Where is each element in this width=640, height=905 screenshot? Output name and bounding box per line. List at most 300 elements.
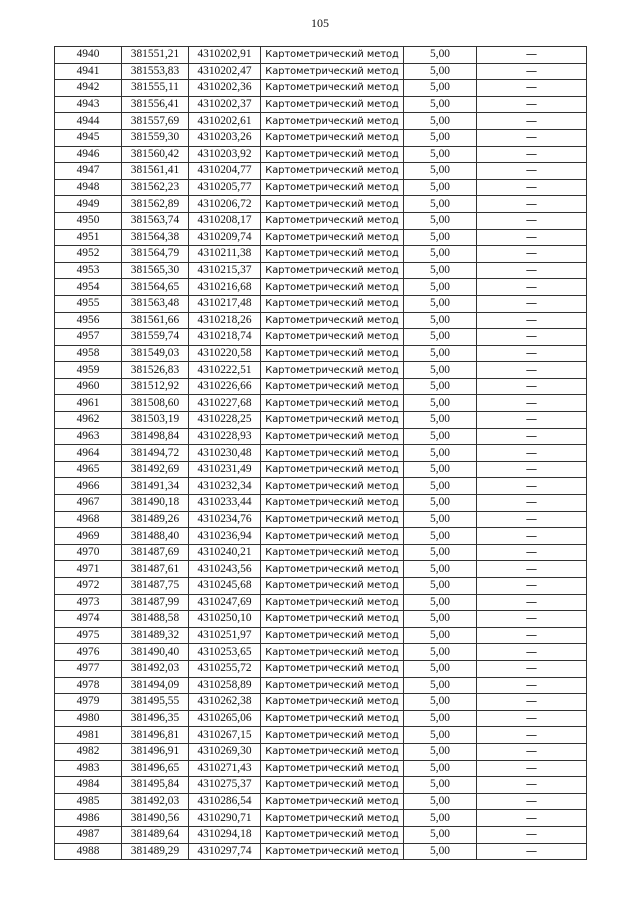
point-number-cell: 4966: [55, 478, 122, 495]
description-cell: —: [477, 428, 587, 445]
table-row: [55, 262, 587, 279]
x-coordinate-cell: 381559,74: [122, 329, 189, 346]
y-coordinate-cell: 4310202,47: [189, 63, 261, 80]
y-coordinate-cell: 4310290,71: [189, 810, 261, 827]
x-coordinate-cell: 381496,35: [122, 710, 189, 727]
method-cell: Картометрический метод: [261, 578, 404, 595]
point-number-cell: 4970: [55, 544, 122, 561]
table-row: [55, 96, 587, 113]
description-cell: —: [477, 96, 587, 113]
description-cell: —: [477, 461, 587, 478]
point-number-cell: 4956: [55, 312, 122, 329]
accuracy-cell: 5,00: [404, 80, 477, 97]
y-coordinate-cell: 4310258,89: [189, 677, 261, 694]
point-number-cell: 4984: [55, 777, 122, 794]
method-cell: Картометрический метод: [261, 163, 404, 180]
accuracy-cell: 5,00: [404, 694, 477, 711]
x-coordinate-cell: 381553,83: [122, 63, 189, 80]
accuracy-cell: 5,00: [404, 445, 477, 462]
table-row: [55, 694, 587, 711]
y-coordinate-cell: 4310294,18: [189, 826, 261, 843]
accuracy-cell: 5,00: [404, 412, 477, 429]
y-coordinate-cell: 4310267,15: [189, 727, 261, 744]
point-number-cell: 4975: [55, 627, 122, 644]
table-row: [55, 312, 587, 329]
description-cell: —: [477, 113, 587, 130]
x-coordinate-cell: 381489,32: [122, 627, 189, 644]
table-row: [55, 677, 587, 694]
accuracy-cell: 5,00: [404, 96, 477, 113]
table-row: [55, 777, 587, 794]
description-cell: —: [477, 544, 587, 561]
y-coordinate-cell: 4310218,26: [189, 312, 261, 329]
description-cell: —: [477, 163, 587, 180]
x-coordinate-cell: 381492,69: [122, 461, 189, 478]
point-number-cell: 4958: [55, 345, 122, 362]
description-cell: —: [477, 660, 587, 677]
method-cell: Картометрический метод: [261, 727, 404, 744]
point-number-cell: 4955: [55, 295, 122, 312]
description-cell: —: [477, 279, 587, 296]
table-row: [55, 295, 587, 312]
method-cell: Картометрический метод: [261, 295, 404, 312]
y-coordinate-cell: 4310216,68: [189, 279, 261, 296]
description-cell: —: [477, 594, 587, 611]
y-coordinate-cell: 4310243,56: [189, 561, 261, 578]
point-number-cell: 4960: [55, 378, 122, 395]
accuracy-cell: 5,00: [404, 594, 477, 611]
table-row: [55, 163, 587, 180]
description-cell: —: [477, 644, 587, 661]
point-number-cell: 4944: [55, 113, 122, 130]
method-cell: Картометрический метод: [261, 694, 404, 711]
point-number-cell: 4980: [55, 710, 122, 727]
point-number-cell: 4948: [55, 179, 122, 196]
y-coordinate-cell: 4310230,48: [189, 445, 261, 462]
accuracy-cell: 5,00: [404, 262, 477, 279]
accuracy-cell: 5,00: [404, 544, 477, 561]
method-cell: Картометрический метод: [261, 710, 404, 727]
x-coordinate-cell: 381492,03: [122, 793, 189, 810]
point-number-cell: 4971: [55, 561, 122, 578]
table-row: [55, 129, 587, 146]
method-cell: Картометрический метод: [261, 279, 404, 296]
y-coordinate-cell: 4310236,94: [189, 528, 261, 545]
method-cell: Картометрический метод: [261, 677, 404, 694]
table-row: [55, 329, 587, 346]
method-cell: Картометрический метод: [261, 511, 404, 528]
accuracy-cell: 5,00: [404, 578, 477, 595]
y-coordinate-cell: 4310227,68: [189, 395, 261, 412]
table-row: [55, 611, 587, 628]
point-number-cell: 4982: [55, 743, 122, 760]
y-coordinate-cell: 4310286,54: [189, 793, 261, 810]
accuracy-cell: 5,00: [404, 810, 477, 827]
method-cell: Картометрический метод: [261, 395, 404, 412]
x-coordinate-cell: 381494,72: [122, 445, 189, 462]
x-coordinate-cell: 381498,84: [122, 428, 189, 445]
point-number-cell: 4964: [55, 445, 122, 462]
point-number-cell: 4949: [55, 196, 122, 213]
point-number-cell: 4951: [55, 229, 122, 246]
accuracy-cell: 5,00: [404, 743, 477, 760]
x-coordinate-cell: 381487,69: [122, 544, 189, 561]
accuracy-cell: 5,00: [404, 129, 477, 146]
y-coordinate-cell: 4310231,49: [189, 461, 261, 478]
method-cell: Картометрический метод: [261, 329, 404, 346]
method-cell: Картометрический метод: [261, 362, 404, 379]
y-coordinate-cell: 4310250,10: [189, 611, 261, 628]
description-cell: —: [477, 611, 587, 628]
point-number-cell: 4962: [55, 412, 122, 429]
y-coordinate-cell: 4310202,37: [189, 96, 261, 113]
description-cell: —: [477, 362, 587, 379]
point-number-cell: 4979: [55, 694, 122, 711]
method-cell: Картометрический метод: [261, 246, 404, 263]
method-cell: Картометрический метод: [261, 212, 404, 229]
x-coordinate-cell: 381565,30: [122, 262, 189, 279]
coordinates-table: [54, 46, 587, 860]
y-coordinate-cell: 4310205,77: [189, 179, 261, 196]
accuracy-cell: 5,00: [404, 229, 477, 246]
y-coordinate-cell: 4310217,48: [189, 295, 261, 312]
table-row: [55, 80, 587, 97]
table-row: [55, 229, 587, 246]
y-coordinate-cell: 4310228,25: [189, 412, 261, 429]
method-cell: Картометрический метод: [261, 627, 404, 644]
description-cell: —: [477, 295, 587, 312]
table-row: [55, 495, 587, 512]
x-coordinate-cell: 381495,55: [122, 694, 189, 711]
point-number-cell: 4954: [55, 279, 122, 296]
accuracy-cell: 5,00: [404, 644, 477, 661]
accuracy-cell: 5,00: [404, 461, 477, 478]
point-number-cell: 4942: [55, 80, 122, 97]
table-row: [55, 760, 587, 777]
x-coordinate-cell: 381564,38: [122, 229, 189, 246]
method-cell: Картометрический метод: [261, 345, 404, 362]
table-row: [55, 710, 587, 727]
description-cell: —: [477, 826, 587, 843]
point-number-cell: 4941: [55, 63, 122, 80]
point-number-cell: 4950: [55, 212, 122, 229]
x-coordinate-cell: 381490,56: [122, 810, 189, 827]
table-row: [55, 461, 587, 478]
description-cell: —: [477, 47, 587, 64]
point-number-cell: 4967: [55, 495, 122, 512]
point-number-cell: 4947: [55, 163, 122, 180]
x-coordinate-cell: 381512,92: [122, 378, 189, 395]
description-cell: —: [477, 63, 587, 80]
description-cell: —: [477, 793, 587, 810]
method-cell: Картометрический метод: [261, 594, 404, 611]
point-number-cell: 4987: [55, 826, 122, 843]
point-number-cell: 4940: [55, 47, 122, 64]
accuracy-cell: 5,00: [404, 727, 477, 744]
x-coordinate-cell: 381496,65: [122, 760, 189, 777]
point-number-cell: 4977: [55, 660, 122, 677]
method-cell: Картометрический метод: [261, 528, 404, 545]
accuracy-cell: 5,00: [404, 395, 477, 412]
y-coordinate-cell: 4310209,74: [189, 229, 261, 246]
description-cell: —: [477, 743, 587, 760]
description-cell: —: [477, 710, 587, 727]
method-cell: Картометрический метод: [261, 96, 404, 113]
description-cell: —: [477, 843, 587, 860]
x-coordinate-cell: 381556,41: [122, 96, 189, 113]
table-row: [55, 47, 587, 64]
description-cell: —: [477, 511, 587, 528]
table-row: [55, 279, 587, 296]
method-cell: Картометрический метод: [261, 229, 404, 246]
method-cell: Картометрический метод: [261, 793, 404, 810]
description-cell: —: [477, 445, 587, 462]
accuracy-cell: 5,00: [404, 246, 477, 263]
table-row: [55, 561, 587, 578]
accuracy-cell: 5,00: [404, 511, 477, 528]
x-coordinate-cell: 381559,30: [122, 129, 189, 146]
point-number-cell: 4963: [55, 428, 122, 445]
y-coordinate-cell: 4310247,69: [189, 594, 261, 611]
point-number-cell: 4983: [55, 760, 122, 777]
page-number: 105: [311, 16, 329, 30]
x-coordinate-cell: 381564,79: [122, 246, 189, 263]
accuracy-cell: 5,00: [404, 826, 477, 843]
y-coordinate-cell: 4310234,76: [189, 511, 261, 528]
x-coordinate-cell: 381503,19: [122, 412, 189, 429]
description-cell: —: [477, 528, 587, 545]
method-cell: Картометрический метод: [261, 179, 404, 196]
accuracy-cell: 5,00: [404, 660, 477, 677]
accuracy-cell: 5,00: [404, 312, 477, 329]
point-number-cell: 4981: [55, 727, 122, 744]
x-coordinate-cell: 381487,75: [122, 578, 189, 595]
accuracy-cell: 5,00: [404, 63, 477, 80]
table-row: [55, 511, 587, 528]
point-number-cell: 4953: [55, 262, 122, 279]
method-cell: Картометрический метод: [261, 478, 404, 495]
y-coordinate-cell: 4310271,43: [189, 760, 261, 777]
y-coordinate-cell: 4310203,26: [189, 129, 261, 146]
point-number-cell: 4969: [55, 528, 122, 545]
table-row: [55, 412, 587, 429]
y-coordinate-cell: 4310226,66: [189, 378, 261, 395]
method-cell: Картометрический метод: [261, 428, 404, 445]
table-row: [55, 826, 587, 843]
x-coordinate-cell: 381562,89: [122, 196, 189, 213]
accuracy-cell: 5,00: [404, 378, 477, 395]
x-coordinate-cell: 381487,61: [122, 561, 189, 578]
point-number-cell: 4961: [55, 395, 122, 412]
accuracy-cell: 5,00: [404, 196, 477, 213]
point-number-cell: 4985: [55, 793, 122, 810]
description-cell: —: [477, 262, 587, 279]
accuracy-cell: 5,00: [404, 212, 477, 229]
y-coordinate-cell: 4310208,17: [189, 212, 261, 229]
accuracy-cell: 5,00: [404, 528, 477, 545]
table-row: [55, 660, 587, 677]
x-coordinate-cell: 381563,48: [122, 295, 189, 312]
accuracy-cell: 5,00: [404, 279, 477, 296]
y-coordinate-cell: 4310245,68: [189, 578, 261, 595]
y-coordinate-cell: 4310233,44: [189, 495, 261, 512]
accuracy-cell: 5,00: [404, 113, 477, 130]
description-cell: —: [477, 329, 587, 346]
x-coordinate-cell: 381555,11: [122, 80, 189, 97]
y-coordinate-cell: 4310251,97: [189, 627, 261, 644]
accuracy-cell: 5,00: [404, 47, 477, 64]
accuracy-cell: 5,00: [404, 362, 477, 379]
description-cell: —: [477, 212, 587, 229]
point-number-cell: 4959: [55, 362, 122, 379]
method-cell: Картометрический метод: [261, 544, 404, 561]
table-row: [55, 578, 587, 595]
description-cell: —: [477, 777, 587, 794]
description-cell: —: [477, 129, 587, 146]
y-coordinate-cell: 4310269,30: [189, 743, 261, 760]
table-row: [55, 63, 587, 80]
accuracy-cell: 5,00: [404, 843, 477, 860]
method-cell: Картометрический метод: [261, 196, 404, 213]
point-number-cell: 4943: [55, 96, 122, 113]
y-coordinate-cell: 4310228,93: [189, 428, 261, 445]
y-coordinate-cell: 4310202,61: [189, 113, 261, 130]
table-row: [55, 594, 587, 611]
point-number-cell: 4988: [55, 843, 122, 860]
accuracy-cell: 5,00: [404, 561, 477, 578]
y-coordinate-cell: 4310202,91: [189, 47, 261, 64]
y-coordinate-cell: 4310253,65: [189, 644, 261, 661]
accuracy-cell: 5,00: [404, 677, 477, 694]
point-number-cell: 4957: [55, 329, 122, 346]
method-cell: Картометрический метод: [261, 760, 404, 777]
table-row: [55, 793, 587, 810]
accuracy-cell: 5,00: [404, 295, 477, 312]
x-coordinate-cell: 381496,81: [122, 727, 189, 744]
description-cell: —: [477, 578, 587, 595]
method-cell: Картометрический метод: [261, 80, 404, 97]
y-coordinate-cell: 4310262,38: [189, 694, 261, 711]
method-cell: Картометрический метод: [261, 412, 404, 429]
accuracy-cell: 5,00: [404, 777, 477, 794]
description-cell: —: [477, 760, 587, 777]
table-row: [55, 179, 587, 196]
y-coordinate-cell: 4310297,74: [189, 843, 261, 860]
y-coordinate-cell: 4310222,51: [189, 362, 261, 379]
method-cell: Картометрический метод: [261, 660, 404, 677]
description-cell: —: [477, 179, 587, 196]
accuracy-cell: 5,00: [404, 146, 477, 163]
x-coordinate-cell: 381487,99: [122, 594, 189, 611]
accuracy-cell: 5,00: [404, 495, 477, 512]
table-row: [55, 196, 587, 213]
description-cell: —: [477, 810, 587, 827]
accuracy-cell: 5,00: [404, 163, 477, 180]
x-coordinate-cell: 381495,84: [122, 777, 189, 794]
table-row: [55, 843, 587, 860]
description-cell: —: [477, 478, 587, 495]
x-coordinate-cell: 381564,65: [122, 279, 189, 296]
x-coordinate-cell: 381562,23: [122, 179, 189, 196]
table-row: [55, 644, 587, 661]
y-coordinate-cell: 4310255,72: [189, 660, 261, 677]
description-cell: —: [477, 412, 587, 429]
method-cell: Картометрический метод: [261, 644, 404, 661]
table-row: [55, 378, 587, 395]
table-row: [55, 627, 587, 644]
x-coordinate-cell: 381490,40: [122, 644, 189, 661]
y-coordinate-cell: 4310220,58: [189, 345, 261, 362]
description-cell: —: [477, 627, 587, 644]
y-coordinate-cell: 4310215,37: [189, 262, 261, 279]
table-row: [55, 146, 587, 163]
y-coordinate-cell: 4310204,77: [189, 163, 261, 180]
y-coordinate-cell: 4310206,72: [189, 196, 261, 213]
description-cell: —: [477, 146, 587, 163]
method-cell: Картометрический метод: [261, 113, 404, 130]
point-number-cell: 4974: [55, 611, 122, 628]
table-row: [55, 743, 587, 760]
x-coordinate-cell: 381508,60: [122, 395, 189, 412]
x-coordinate-cell: 381488,58: [122, 611, 189, 628]
table-body: [55, 47, 587, 860]
x-coordinate-cell: 381488,40: [122, 528, 189, 545]
accuracy-cell: 5,00: [404, 710, 477, 727]
table-row: [55, 528, 587, 545]
point-number-cell: 4968: [55, 511, 122, 528]
table-row: [55, 246, 587, 263]
description-cell: —: [477, 561, 587, 578]
point-number-cell: 4946: [55, 146, 122, 163]
method-cell: Картометрический метод: [261, 262, 404, 279]
table-row: [55, 362, 587, 379]
method-cell: Картометрический метод: [261, 312, 404, 329]
description-cell: —: [477, 395, 587, 412]
description-cell: —: [477, 312, 587, 329]
accuracy-cell: 5,00: [404, 627, 477, 644]
point-number-cell: 4972: [55, 578, 122, 595]
table-row: [55, 478, 587, 495]
table-row: [55, 428, 587, 445]
description-cell: —: [477, 345, 587, 362]
method-cell: Картометрический метод: [261, 777, 404, 794]
x-coordinate-cell: 381494,09: [122, 677, 189, 694]
description-cell: —: [477, 196, 587, 213]
y-coordinate-cell: 4310240,21: [189, 544, 261, 561]
table-row: [55, 727, 587, 744]
x-coordinate-cell: 381557,69: [122, 113, 189, 130]
method-cell: Картометрический метод: [261, 743, 404, 760]
y-coordinate-cell: 4310218,74: [189, 329, 261, 346]
description-cell: —: [477, 229, 587, 246]
accuracy-cell: 5,00: [404, 611, 477, 628]
x-coordinate-cell: 381526,83: [122, 362, 189, 379]
point-number-cell: 4945: [55, 129, 122, 146]
x-coordinate-cell: 381492,03: [122, 660, 189, 677]
point-number-cell: 4976: [55, 644, 122, 661]
x-coordinate-cell: 381491,34: [122, 478, 189, 495]
accuracy-cell: 5,00: [404, 179, 477, 196]
accuracy-cell: 5,00: [404, 428, 477, 445]
x-coordinate-cell: 381551,21: [122, 47, 189, 64]
description-cell: —: [477, 246, 587, 263]
x-coordinate-cell: 381561,41: [122, 163, 189, 180]
method-cell: Картометрический метод: [261, 810, 404, 827]
x-coordinate-cell: 381489,26: [122, 511, 189, 528]
method-cell: Картометрический метод: [261, 47, 404, 64]
table-row: [55, 345, 587, 362]
accuracy-cell: 5,00: [404, 793, 477, 810]
